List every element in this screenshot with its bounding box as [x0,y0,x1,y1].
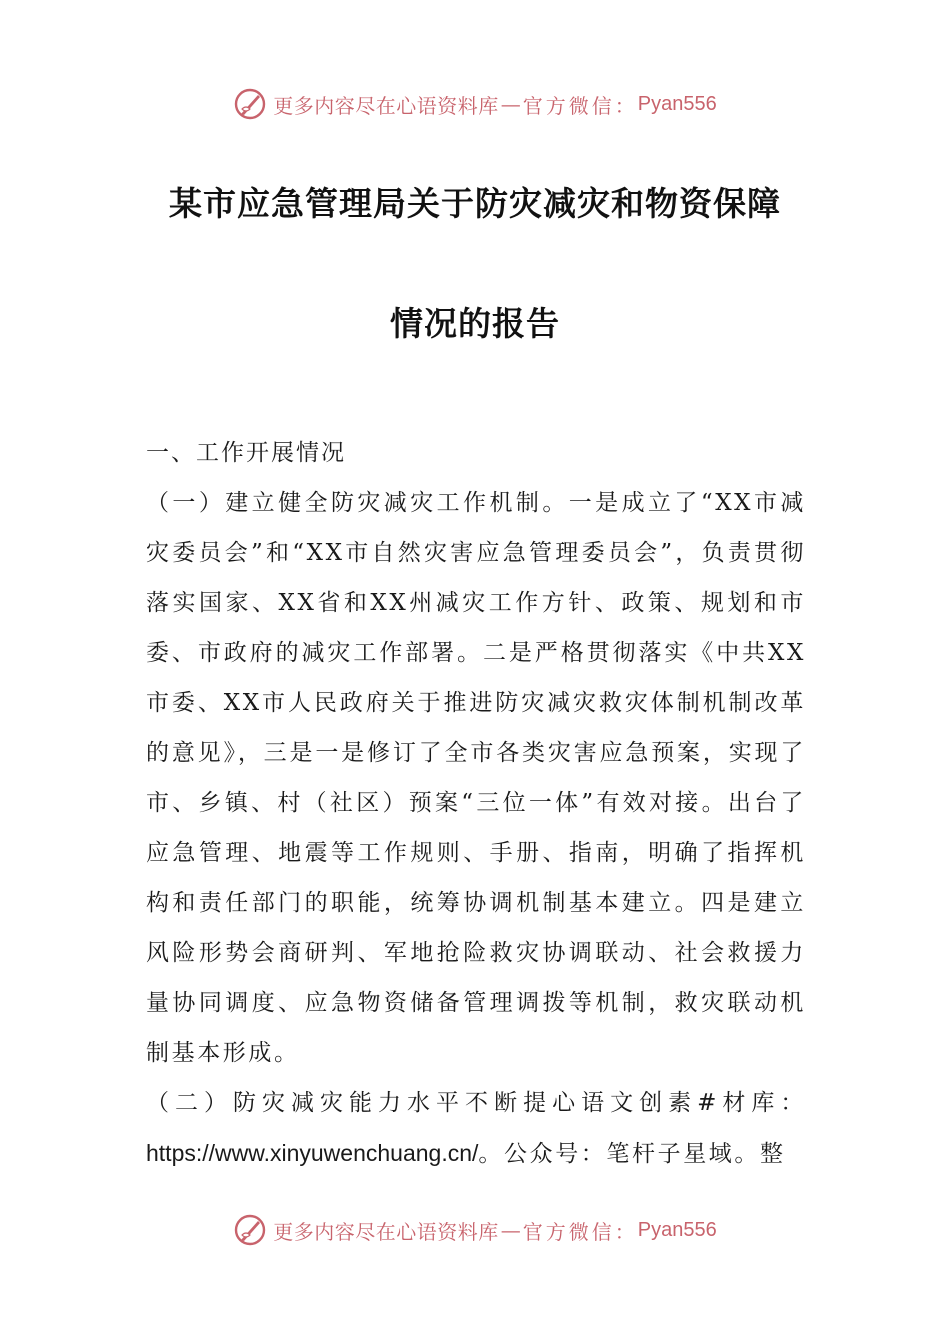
banner-brand-text: 更多内容尽在心语资料库 [273,93,499,118]
quill-logo-icon [233,87,267,121]
paragraph-2 [146,1078,806,1179]
paragraph-2-url[interactable]: https://www.xinyuwenchuang.cn/ [146,1140,479,1166]
header-watermark-banner [0,84,950,124]
section-heading: 一、工作开展情况 [146,440,346,466]
paragraph-2-tail: 。公众号：笔杆子星域。整 [478,1141,786,1167]
paragraph-2-text: （二）防灾减灾能力水平不断提心语文创素#材库： [146,1090,806,1116]
quill-logo-icon [233,1213,267,1247]
document-title-line-1: 某市应急管理局关于防灾减灾和物资保障 [169,184,781,223]
banner-wechat-id: Pyan556 [637,92,717,115]
banner-wechat-id: Pyan556 [637,1218,717,1241]
document-title-line-2: 情况的报告 [390,304,560,343]
banner-wechat-label: 官方微信： [522,1219,638,1244]
document-body [146,428,806,1179]
banner-dash: — [500,1218,521,1242]
banner-brand-text: 更多内容尽在心语资料库 [273,1219,499,1244]
footer-watermark-banner [0,1210,950,1250]
banner-dash: — [500,92,521,116]
paragraph-1: （一）建立健全防灾减灾工作机制。一是成立了“XX市减灾委员会”和“XX市自然灾害应急管理委员会”，负责贯彻落实国家、XX省和XX州减灾工作方针、政策、规划和市委、市政府的减灾工作部署。二是严格贯彻落实《中共XX市委、XX市人民政府关于推进防灾减灾救灾体制机制改革的意见》，三是一是修订了全市各类灾害应急预案，实现了市、乡镇、村（社区）预案“三位一体”有效对接。出台了应急管理、地震等工作规则、手册、指南，明确了指挥机构和责任部门的职能，统筹协调机制基本建立。四是建立风险形势会商研判、军地抢险救灾协调联动、社会救援力量协同调度、应急物资储备管理调拨等机制，救灾联动机制基本形成。 [146,490,806,1066]
banner-wechat-label: 官方微信： [522,93,638,118]
